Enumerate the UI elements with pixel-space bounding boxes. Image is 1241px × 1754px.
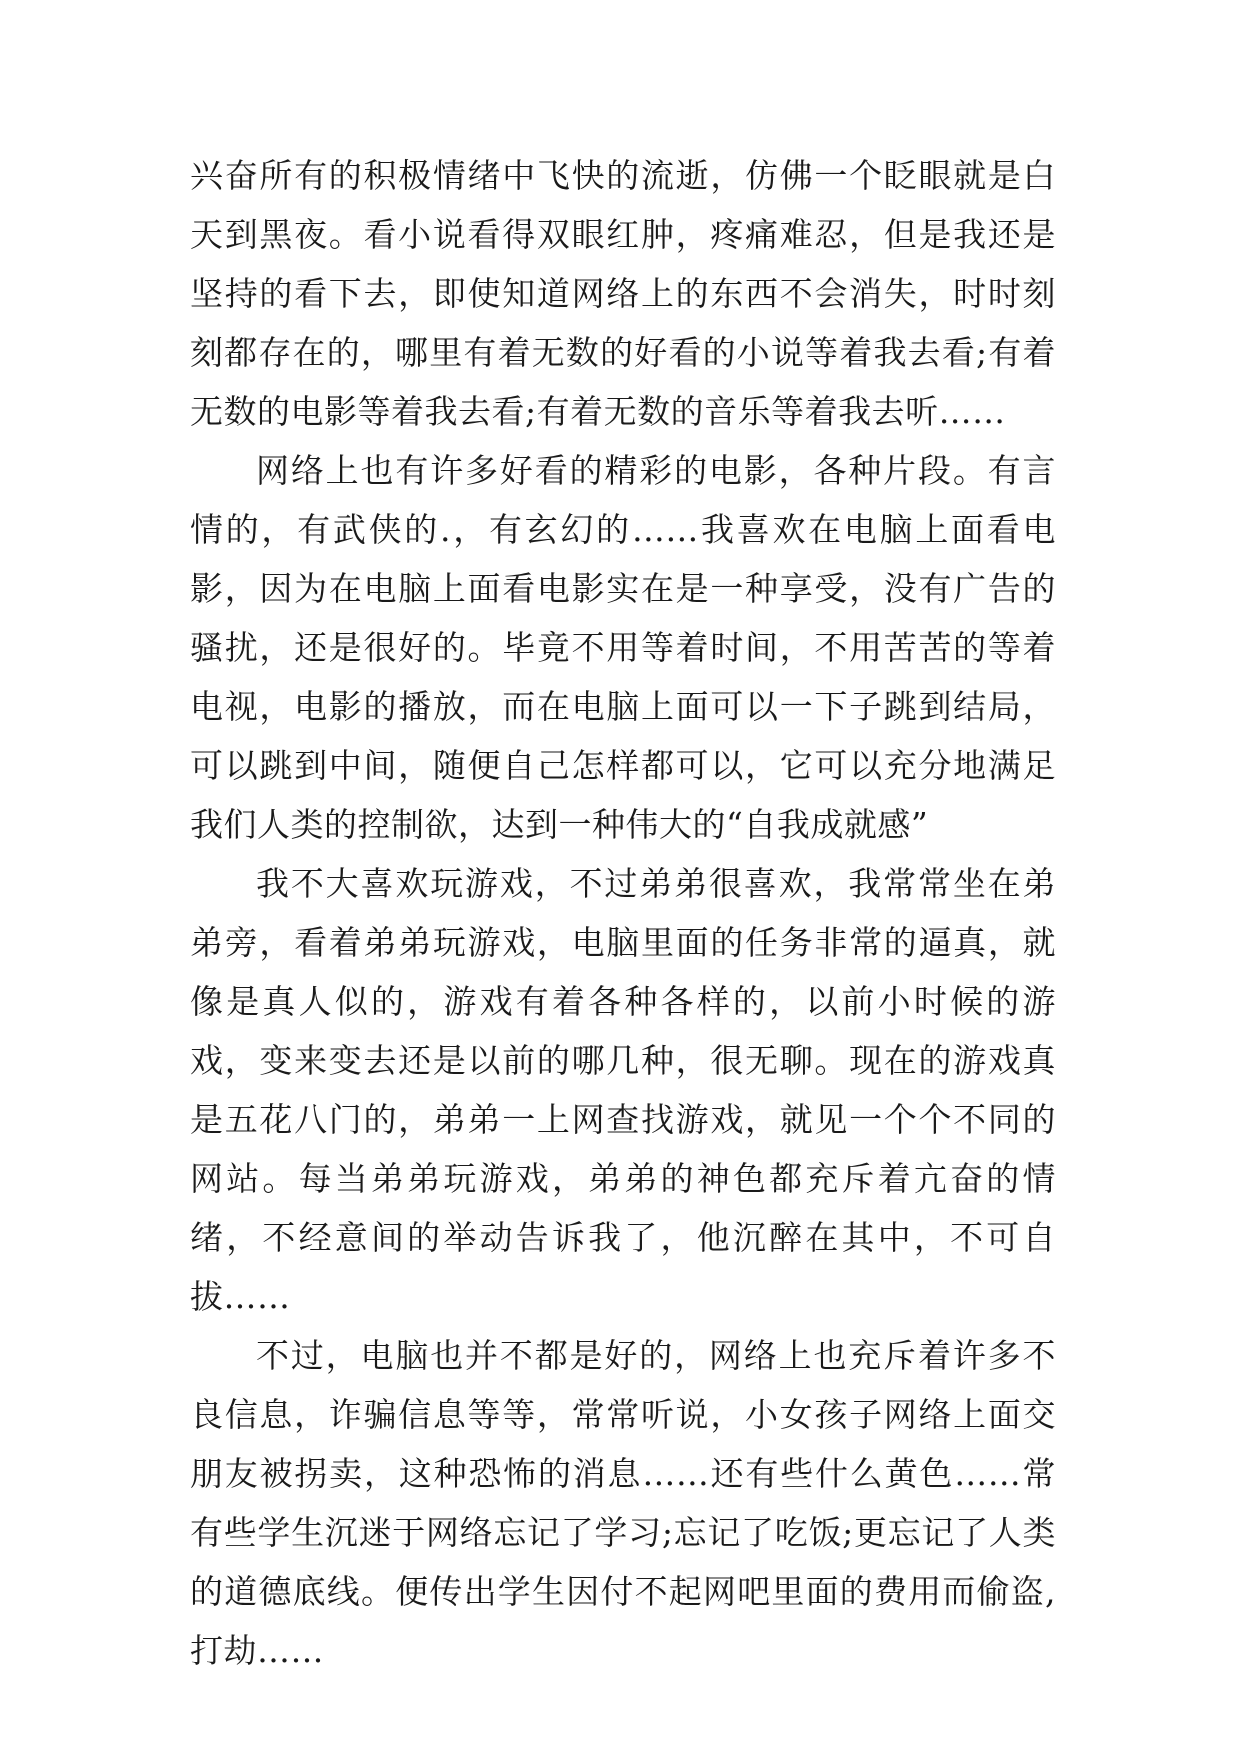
document-body (190, 146, 1056, 1680)
paragraph-2: 网络上也有许多好看的精彩的电影，各种片段。有言情的，有武侠的.，有玄幻的……我喜欢在电脑上面看电影，因为在电脑上面看电影实在是一种享受，没有广告的骚扰，还是很好的。毕竟不用等着时间，不用苦苦的等着电视，电影的播放，而在电脑上面可以一下子跳到结局，可以跳到中间，随便自己怎样都可以，它可以充分地满足我们人类的控制欲，达到一种伟大的“自我成就感” (190, 451, 1056, 844)
paragraph-1: 兴奋所有的积极情绪中飞快的流逝，仿佛一个眨眼就是白天到黑夜。看小说看得双眼红肿，疼痛难忍，但是我还是坚持的看下去，即使知道网络上的东西不会消失，时时刻刻都存在的，哪里有着无数的好看的小说等着我去看;有着无数的电影等着我去看;有着无数的音乐等着我去听…… (190, 156, 1056, 431)
paragraph-4: 不过，电脑也并不都是好的，网络上也充斥着许多不良信息，诈骗信息等等，常常听说，小女孩子网络上面交朋友被拐卖，这种恐怖的消息……还有些什么黄色……常有些学生沉迷于网络忘记了学习;忘记了吃饭;更忘记了人类的道德底线。便传出学生因付不起网吧里面的费用而偷盗,打劫…… (190, 1336, 1056, 1670)
paragraph-3: 我不大喜欢玩游戏，不过弟弟很喜欢，我常常坐在弟弟旁，看着弟弟玩游戏，电脑里面的任务非常的逼真，就像是真人似的，游戏有着各种各样的，以前小时候的游戏，变来变去还是以前的哪几种，很无聊。现在的游戏真是五花八门的，弟弟一上网查找游戏，就见一个个不同的网站。每当弟弟玩游戏，弟弟的神色都充斥着亢奋的情绪，不经意间的举动告诉我了，他沉醉在其中，不可自拔…… (190, 864, 1056, 1316)
